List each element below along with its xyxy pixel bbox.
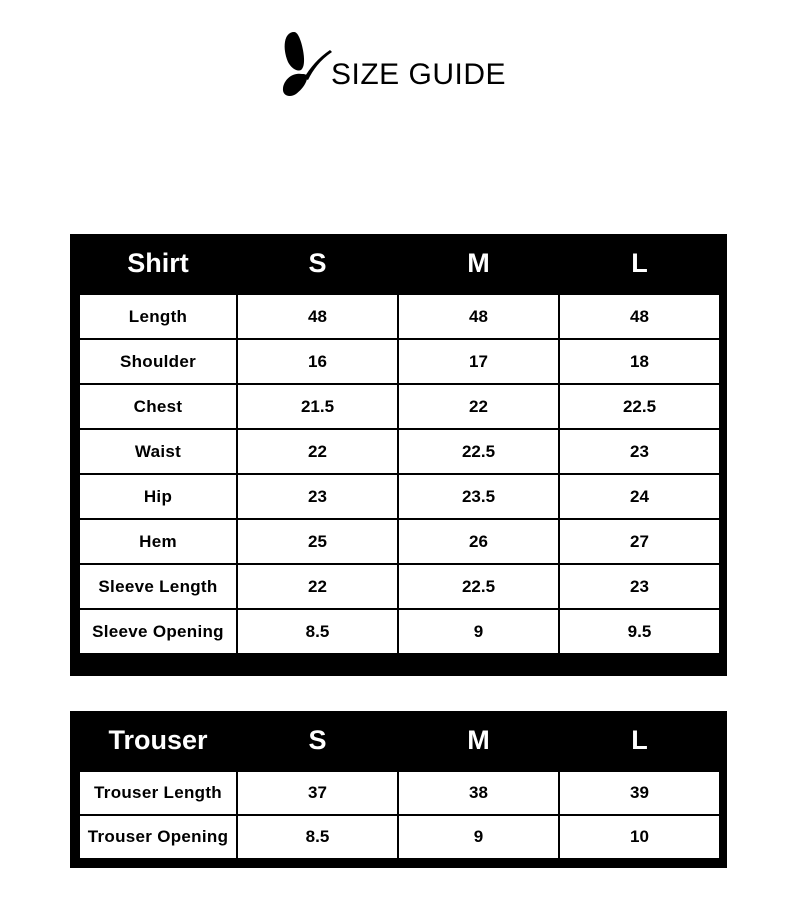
cell-s: 37 xyxy=(237,771,398,815)
cell-s: 8.5 xyxy=(237,609,398,654)
table-row xyxy=(79,771,720,815)
cell-l: 24 xyxy=(559,474,720,519)
column-header-l: L xyxy=(631,725,648,755)
column-header-m: M xyxy=(467,248,490,278)
cell-l: 9.5 xyxy=(559,609,720,654)
table-header-row xyxy=(79,711,720,771)
row-label: Length xyxy=(79,294,237,339)
cell-l: 39 xyxy=(559,771,720,815)
cell-l: 22.5 xyxy=(559,384,720,429)
table-row xyxy=(79,339,720,384)
row-label: Trouser Length xyxy=(79,771,237,815)
cell-s: 22 xyxy=(237,564,398,609)
row-label: Trouser Opening xyxy=(79,815,237,859)
table-row xyxy=(79,294,720,339)
cell-l: 10 xyxy=(559,815,720,859)
butterfly-icon xyxy=(280,28,332,98)
cell-s: 23 xyxy=(237,474,398,519)
row-label: Sleeve Length xyxy=(79,564,237,609)
column-header-s: S xyxy=(308,725,327,755)
cell-s: 25 xyxy=(237,519,398,564)
table-row xyxy=(79,815,720,859)
column-header-l: L xyxy=(631,248,648,278)
cell-s: 21.5 xyxy=(237,384,398,429)
cell-l: 23 xyxy=(559,429,720,474)
cell-s: 48 xyxy=(237,294,398,339)
table-row xyxy=(79,564,720,609)
row-label: Hip xyxy=(79,474,237,519)
column-header-s: S xyxy=(308,248,327,278)
cell-l: 27 xyxy=(559,519,720,564)
row-label: Shoulder xyxy=(79,339,237,384)
table-row xyxy=(79,429,720,474)
table-header-row xyxy=(79,234,720,294)
trouser-size-table xyxy=(70,711,727,868)
cell-m: 17 xyxy=(398,339,559,384)
page-header xyxy=(0,28,800,100)
cell-m: 9 xyxy=(398,609,559,654)
cell-m: 38 xyxy=(398,771,559,815)
shirt-size-table xyxy=(70,234,727,676)
page-title: SIZE GUIDE xyxy=(331,58,507,91)
row-label: Chest xyxy=(79,384,237,429)
column-header-garment: Trouser xyxy=(108,725,208,755)
cell-m: 9 xyxy=(398,815,559,859)
cell-m: 22.5 xyxy=(398,429,559,474)
row-label: Sleeve Opening xyxy=(79,609,237,654)
cell-l: 23 xyxy=(559,564,720,609)
row-label: Waist xyxy=(79,429,237,474)
table-row xyxy=(79,609,720,654)
cell-l: 18 xyxy=(559,339,720,384)
table-row xyxy=(79,474,720,519)
cell-s: 16 xyxy=(237,339,398,384)
cell-s: 22 xyxy=(237,429,398,474)
cell-s: 8.5 xyxy=(237,815,398,859)
cell-m: 26 xyxy=(398,519,559,564)
cell-m: 23.5 xyxy=(398,474,559,519)
cell-m: 48 xyxy=(398,294,559,339)
cell-m: 22 xyxy=(398,384,559,429)
table-row xyxy=(79,384,720,429)
column-header-m: M xyxy=(467,725,490,755)
cell-m: 22.5 xyxy=(398,564,559,609)
cell-l: 48 xyxy=(559,294,720,339)
row-label: Hem xyxy=(79,519,237,564)
column-header-garment: Shirt xyxy=(127,248,189,278)
table-row xyxy=(79,519,720,564)
